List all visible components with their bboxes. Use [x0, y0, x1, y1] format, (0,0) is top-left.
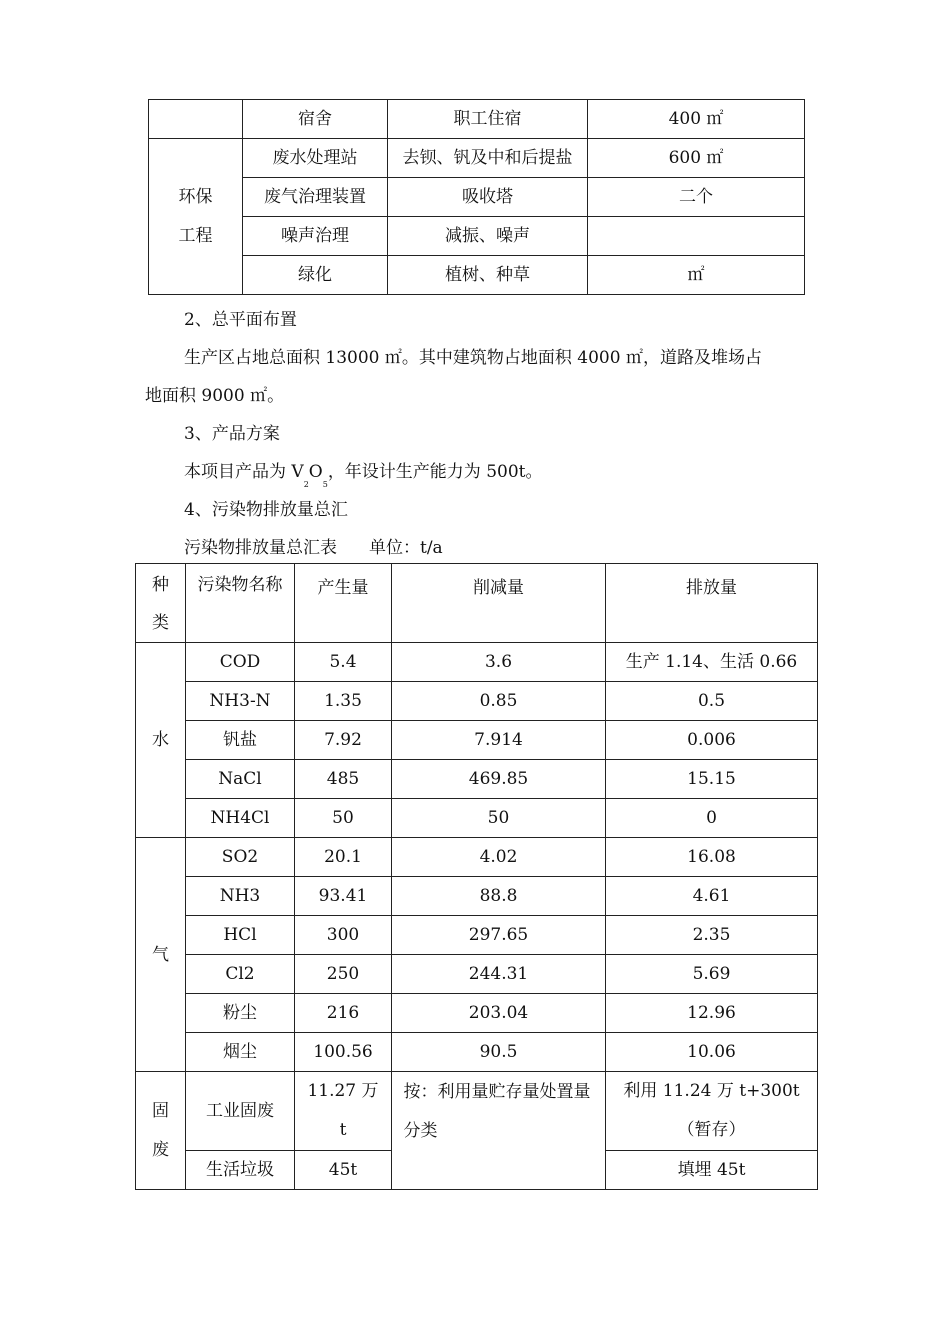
- produced-value: 1.35: [295, 682, 392, 721]
- produced-value: 45t: [295, 1151, 392, 1190]
- produced-value-text: 11.27 万 t: [307, 1081, 379, 1140]
- section4-heading: 4、污染物排放量总汇: [184, 500, 348, 520]
- discharged-value: 0.006: [606, 721, 818, 760]
- pollutant-name: 烟尘: [186, 1033, 295, 1072]
- table-row: [149, 217, 805, 256]
- header-name-text: 污染物名称: [197, 575, 283, 595]
- produced-value: 93.41: [295, 877, 392, 916]
- discharged-value-text: 利用 11.24 万 t+300t（暂存）: [623, 1081, 800, 1140]
- facility-name: 绿化: [243, 256, 388, 295]
- table-row: [136, 643, 818, 682]
- reduced-value: 297.65: [392, 916, 606, 955]
- produced-value: 100.56: [295, 1033, 392, 1072]
- table-row: [136, 916, 818, 955]
- discharged-value: 0: [606, 799, 818, 838]
- pollutant-name: NaCl: [186, 760, 295, 799]
- subscript-5: 5: [322, 480, 328, 489]
- kind-solid: [136, 1072, 186, 1190]
- facility-scale: 400 ㎡: [588, 100, 805, 139]
- pollutant-name: COD: [186, 643, 295, 682]
- discharged-value: 2.35: [606, 916, 818, 955]
- reduced-value: 3.6: [392, 643, 606, 682]
- table-row: [149, 256, 805, 295]
- section2-paragraph-line1: 生产区占地总面积 13000 ㎡。其中建筑物占地面积 4000 ㎡，道路及堆场占: [184, 348, 762, 368]
- product-prefix: 本项目产品为 V: [184, 462, 304, 482]
- discharged-value: 0.5: [606, 682, 818, 721]
- table-row: [136, 799, 818, 838]
- facility-name: 噪声治理: [243, 217, 388, 256]
- produced-value: 485: [295, 760, 392, 799]
- facility-content: 职工住宿: [388, 100, 588, 139]
- pollutant-name: NH3-N: [186, 682, 295, 721]
- table-row: [136, 838, 818, 877]
- discharged-value: 15.15: [606, 760, 818, 799]
- emission-table: [135, 563, 818, 1190]
- facility-name: 废气治理装置: [243, 178, 388, 217]
- reduced-value: 0.85: [392, 682, 606, 721]
- product-o: O: [308, 462, 323, 482]
- header-kind-text: 种类: [152, 575, 169, 633]
- section2-paragraph-line2: 地面积 9000 ㎡。: [145, 386, 285, 406]
- kind-gas: 气: [136, 838, 186, 1072]
- pollutant-name: 工业固废: [186, 1072, 295, 1151]
- facility-scale: ㎡: [588, 256, 805, 295]
- group-label-text: 环保工程: [178, 186, 213, 246]
- produced-value: 216: [295, 994, 392, 1033]
- section3-heading: 3、产品方案: [184, 424, 280, 444]
- table-row: [136, 682, 818, 721]
- pollutant-name: HCl: [186, 916, 295, 955]
- discharged-value: 10.06: [606, 1033, 818, 1072]
- discharged-value: 填埋 45t: [606, 1151, 818, 1190]
- table-row: [136, 955, 818, 994]
- group-label: [149, 139, 243, 295]
- table-header-row: [136, 564, 818, 643]
- table-row: [136, 1072, 818, 1151]
- facility-content: 植树、种草: [388, 256, 588, 295]
- facility-content: 吸收塔: [388, 178, 588, 217]
- pollutant-name: 钒盐: [186, 721, 295, 760]
- pollutant-name: NH3: [186, 877, 295, 916]
- discharged-value: 4.61: [606, 877, 818, 916]
- table-unit: 单位：t/a: [369, 538, 443, 558]
- pollutant-name: Cl2: [186, 955, 295, 994]
- table-row: [149, 100, 805, 139]
- section2-heading: 2、总平面布置: [184, 310, 297, 330]
- produced-value: 5.4: [295, 643, 392, 682]
- facility-name: 宿舍: [243, 100, 388, 139]
- table-row: [149, 178, 805, 217]
- table-row: [136, 1033, 818, 1072]
- facility-scale: 二个: [588, 178, 805, 217]
- discharged-value: 16.08: [606, 838, 818, 877]
- produced-value: 50: [295, 799, 392, 838]
- table-title: 污染物排放量总汇表: [184, 538, 337, 558]
- pollutant-name: 生活垃圾: [186, 1151, 295, 1190]
- produced-value: [295, 1072, 392, 1151]
- product-suffix: ，年设计生产能力为 500t。: [327, 462, 543, 482]
- reduced-value: 244.31: [392, 955, 606, 994]
- header-produced: 产生量: [295, 564, 392, 643]
- subscript-2: 2: [303, 480, 309, 489]
- pollutant-name: NH4Cl: [186, 799, 295, 838]
- table-row: [136, 760, 818, 799]
- produced-value: 250: [295, 955, 392, 994]
- kind-solid-text: 固废: [152, 1100, 169, 1160]
- section3-paragraph: [184, 460, 543, 487]
- facility-scale: [588, 217, 805, 256]
- reduced-value: 50: [392, 799, 606, 838]
- table-row: [136, 994, 818, 1033]
- produced-value: 300: [295, 916, 392, 955]
- table-row: [149, 139, 805, 178]
- discharged-value: 12.96: [606, 994, 818, 1033]
- header-reduced: 削减量: [392, 564, 606, 643]
- pollutant-name: SO2: [186, 838, 295, 877]
- facility-name: 废水处理站: [243, 139, 388, 178]
- header-discharged: 排放量: [606, 564, 818, 643]
- discharged-value: 生产 1.14、生活 0.66: [606, 643, 818, 682]
- reduced-value-text: 按：利用量贮存量处置量分类: [403, 1082, 591, 1141]
- reduced-value: 469.85: [392, 760, 606, 799]
- pollutant-name: 粉尘: [186, 994, 295, 1033]
- emission-table-caption: [184, 536, 443, 560]
- reduced-value: 88.8: [392, 877, 606, 916]
- header-name: [186, 564, 295, 643]
- reduced-value: 4.02: [392, 838, 606, 877]
- facility-content: 去钡、钒及中和后提盐: [388, 139, 588, 178]
- facility-content: 减振、噪声: [388, 217, 588, 256]
- reduced-value: 90.5: [392, 1033, 606, 1072]
- discharged-value: [606, 1072, 818, 1151]
- header-kind: [136, 564, 186, 643]
- produced-value: 7.92: [295, 721, 392, 760]
- produced-value: 20.1: [295, 838, 392, 877]
- discharged-value: 5.69: [606, 955, 818, 994]
- facility-table: [148, 99, 805, 295]
- reduced-value: 7.914: [392, 721, 606, 760]
- table-row: [136, 721, 818, 760]
- table-row: [136, 877, 818, 916]
- reduced-value: [392, 1072, 606, 1190]
- group-cell-empty: [149, 100, 243, 139]
- facility-scale: 600 ㎡: [588, 139, 805, 178]
- kind-water: 水: [136, 643, 186, 838]
- reduced-value: 203.04: [392, 994, 606, 1033]
